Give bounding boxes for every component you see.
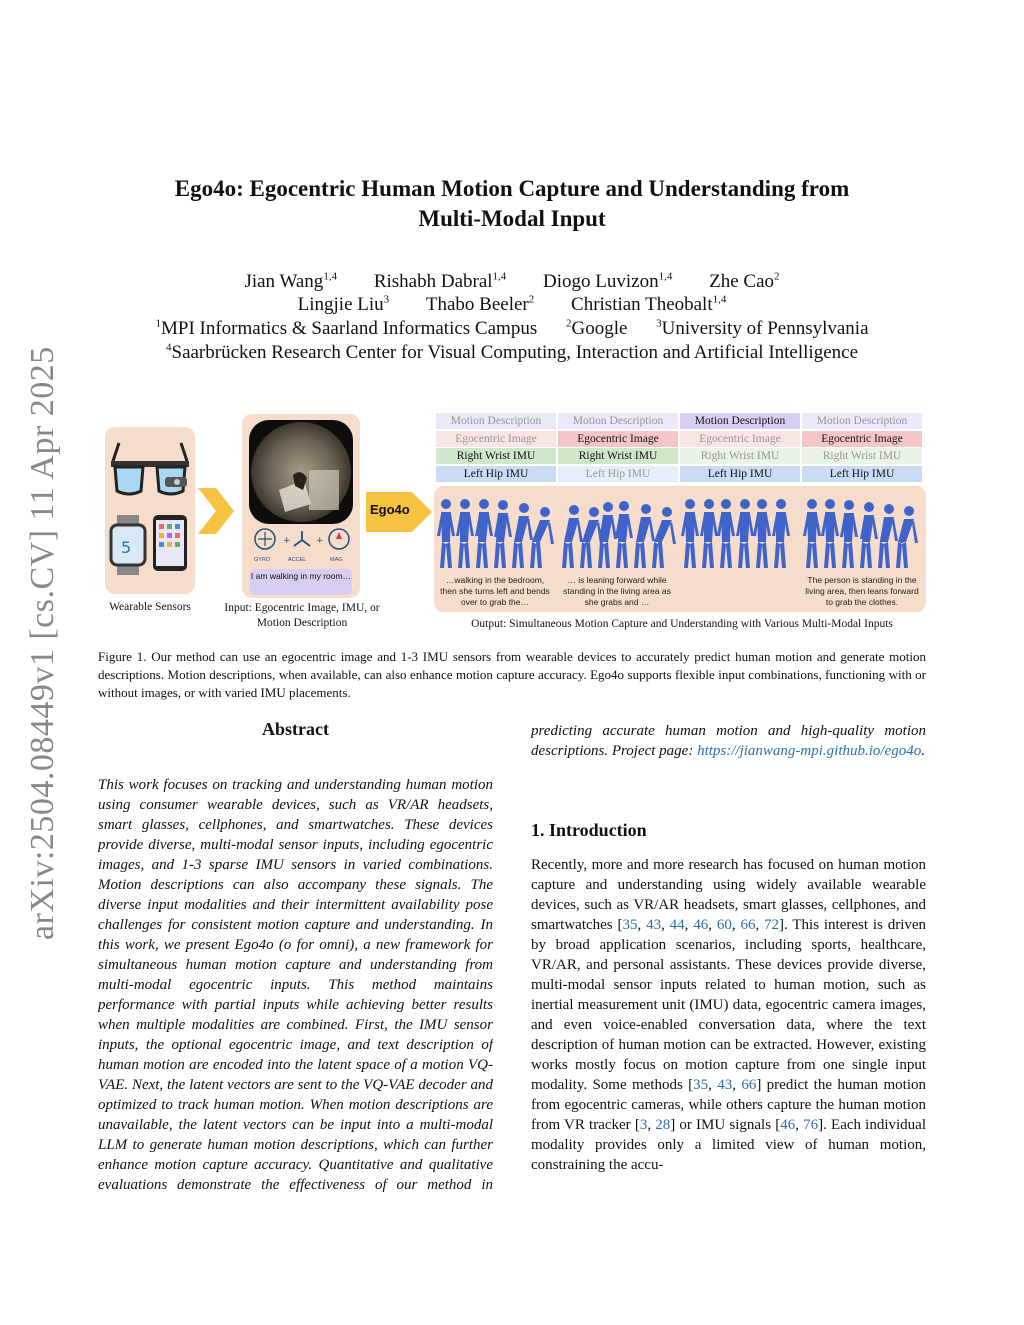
human-figure	[772, 499, 790, 568]
citation[interactable]: 46	[693, 917, 709, 933]
human-figure	[736, 499, 754, 568]
author: Thabo Beeler$^2$	[425, 293, 535, 315]
svg-text:+: +	[283, 536, 291, 546]
citation[interactable]: 46	[780, 1117, 796, 1133]
affiliations-row2: $^4$Saarbrücken Research Center for Visual Computing, Interaction and Artificial Intelligence	[166, 341, 858, 363]
citation[interactable]: 43	[717, 1077, 733, 1093]
human-figure	[598, 502, 617, 568]
human-figure	[840, 500, 858, 568]
affiliation: $^1$MPI Informatics & Saarland Informatics Campus	[155, 317, 538, 339]
motion-caption-1: …walking in the bedroom, then she turns left and bends over to grab the…	[440, 575, 550, 607]
chip-left-hip-imu: Left Hip IMU	[802, 466, 922, 482]
human-figure	[896, 506, 918, 568]
affiliation: $^3$University of Pennsylvania	[656, 317, 869, 339]
citation[interactable]: 35	[622, 917, 638, 933]
figure-caption: Figure 1. Our method can use an egocentric image and 1-3 IMU sensors from wearable devices to accurately predict human motion and generate motion descriptions. Motion descriptions, when available, can also enhance motion capture accuracy. Ego4o supports flexible input combinations, functioning with or without images, or with varied IMU placements.	[98, 649, 926, 700]
human-figure	[878, 504, 898, 568]
cellphone-icon	[153, 515, 187, 571]
chip-left-hip-imu: Left Hip IMU	[680, 466, 800, 482]
paper-title-line1: Ego4o: Egocentric Human Motion Capture and Understanding from	[174, 176, 850, 201]
citation[interactable]: 72	[764, 917, 780, 933]
human-figure	[717, 499, 735, 568]
chip-motion-description: Motion Description	[802, 413, 922, 429]
affiliation: $^2$Google	[565, 317, 628, 339]
chip-left-hip-imu: Left Hip IMU	[436, 466, 556, 482]
chip-motion-description: Motion Description	[680, 413, 800, 429]
authors-row1	[100, 270, 924, 293]
abstract-body: This work focuses on tracking and understanding human motion using consumer wearable devices, such as VR/AR headsets, smart glasses, cellphones, and smartwatches. These devices provide diverse, multi-modal sensor inputs, including egocentric images, and 1-3 sparse IMU sensors in varied combinations. Motion descriptions can also accompany these signals. The diverse input modalities and their intermittent availability pose challenges for consistent motion capture and understanding. In this work, we present Ego4o (o for omni), a new framework for simultaneous human motion capture and understanding from multi-modal egocentric inputs. This method maintains performance with partial inputs while achieving better results when multiple modalities are combined. First, the IMU sensor inputs, the optional egocentric image, and text description of human motion are encoded into the latent space of a motion VQ-VAE. Next, the latent vectors are sent to the VQ-VAE decoder and optimized to track human motion. When motion descriptions are unavailable, the latent vectors can be input into a multi-modal LLM to generate human motion descriptions, which can further enhance motion capture accuracy. Quantitative and qualitative evaluations demonstrate the effectiveness of our method in	[98, 777, 493, 1193]
author: Christian Theobalt$^{1,4}$	[571, 293, 727, 315]
watch-digit: 5	[121, 538, 132, 557]
chip-right-wrist-imu: Right Wrist IMU	[802, 448, 922, 464]
smart-glasses-icon	[111, 443, 189, 494]
chip-right-wrist-imu: Right Wrist IMU	[558, 448, 678, 464]
citation[interactable]: 66	[741, 1077, 757, 1093]
abstract-heading: Abstract	[262, 719, 329, 739]
egocentric-image	[249, 420, 353, 524]
human-motion-sequences	[434, 486, 926, 578]
sensors-label: Wearable Sensors	[109, 601, 191, 613]
human-figure	[615, 501, 633, 568]
human-figure	[530, 507, 554, 568]
chip-egocentric-image: Egocentric Image	[680, 431, 800, 447]
abstract-text-right: predicting accurate human motion and high-quality motion descriptions. Project page: https://jianwang-mpi.github.io/ego4o.	[531, 721, 926, 801]
human-figure	[803, 499, 821, 568]
citation[interactable]: 66	[740, 917, 756, 933]
abstract-text-left	[98, 775, 493, 1195]
human-figure	[475, 499, 493, 568]
motion-caption-2: … is leaning forward while standing in the living area as she grabs and …	[563, 575, 671, 607]
human-figure	[821, 499, 839, 568]
citation[interactable]: 76	[803, 1117, 819, 1133]
paper-title-line2: Multi-Modal Input	[418, 206, 606, 231]
human-figure	[512, 503, 533, 568]
input-panel: + + GYRO ACCEL MAG I am walking in my room…	[242, 414, 360, 598]
motion-caption-4: The person is standing in the living area, then leans forward to grab the clothes.	[805, 575, 919, 607]
modality-chips	[436, 413, 926, 485]
human-figure	[652, 507, 676, 568]
human-figure	[681, 499, 699, 568]
author: Lingjie Liu$^3$	[297, 293, 390, 315]
authors-row2	[100, 293, 924, 316]
human-figure	[437, 499, 455, 568]
affiliations-row1	[100, 317, 924, 340]
human-figure	[456, 499, 474, 568]
chip-motion-description: Motion Description	[436, 413, 556, 429]
wearable-sensors-panel	[105, 427, 195, 594]
human-figure	[700, 499, 718, 568]
citation[interactable]: 28	[655, 1117, 671, 1133]
human-figure	[860, 502, 878, 568]
project-page-link[interactable]: https://jianwang-mpi.github.io/ego4o	[697, 743, 922, 759]
input-label: Input: Egocentric Image, IMU, or Motion Description	[224, 602, 380, 629]
citation[interactable]: 44	[669, 917, 685, 933]
author: Jian Wang$^{1,4}$	[244, 270, 338, 292]
citation[interactable]: 60	[716, 917, 732, 933]
author: Diogo Luvizon$^{1,4}$	[543, 270, 673, 292]
citation[interactable]: 35	[693, 1077, 709, 1093]
intro-paragraph: Recently, more and more research has focused on human motion capture and understanding using widely available wearable devices, such as VR/AR headsets, smart glasses, cellphones, and smartwatches [35, 43, 44, 46, 60, 66, 72]. This interest is driven by broad application scenarios, including sports, healthcare, VR/AR, and personal assistants. These devices provide diverse, multi-modal sensor inputs related to human motion, such as inertial measurement unit (IMU) data, egocentric camera images, and even voice-enabled conversation data, where the text description of human motion can be extracted. However, existing works mostly focus on motion capture from one single input modality. Some methods [35, 43, 66] predict the human motion from egocentric cameras, while others capture the human motion from VR tracker [3, 28] or IMU signals [46, 76]. Each individual modality provides only a limited view of human motion, constraining the accu-	[531, 857, 926, 1173]
chip-egocentric-image: Egocentric Image	[558, 431, 678, 447]
wearable-devices-illustration	[107, 433, 193, 588]
author: Rishabh Dabral$^{1,4}$	[373, 270, 507, 292]
output-label: Output: Simultaneous Motion Capture and Understanding with Various Multi-Modal Inputs	[471, 618, 893, 630]
intro-heading: 1. Introduction	[531, 820, 647, 840]
figure-1	[98, 410, 928, 635]
abstract-body-continued: predicting accurate human motion and high-quality motion descriptions. Project page:	[531, 723, 926, 759]
arxiv-side-stamp: arXiv:2504.08449v1 [cs.CV] 11 Apr 2025	[24, 346, 61, 940]
input-motion-description: I am walking in my room…	[250, 569, 352, 595]
citation[interactable]: 43	[646, 917, 662, 933]
author: Zhe Cao$^2$	[709, 270, 780, 292]
human-figure	[562, 505, 583, 568]
model-name: Ego4o	[370, 502, 410, 517]
arrow-right-icon	[198, 488, 234, 534]
smartwatch-icon	[111, 515, 145, 575]
human-figure	[494, 500, 512, 568]
chip-right-wrist-imu: Right Wrist IMU	[436, 448, 556, 464]
human-figure	[634, 504, 655, 568]
human-figure	[753, 499, 771, 568]
chip-egocentric-image: Egocentric Image	[436, 431, 556, 447]
output-motion-panel	[434, 486, 926, 612]
chip-right-wrist-imu: Right Wrist IMU	[680, 448, 800, 464]
chip-egocentric-image: Egocentric Image	[802, 431, 922, 447]
imu-sensors-icon	[250, 528, 354, 554]
chip-left-hip-imu: Left Hip IMU	[558, 466, 678, 482]
citation[interactable]: 3	[639, 1117, 648, 1133]
svg-text:+: +	[316, 536, 324, 546]
chip-motion-description: Motion Description	[558, 413, 678, 429]
